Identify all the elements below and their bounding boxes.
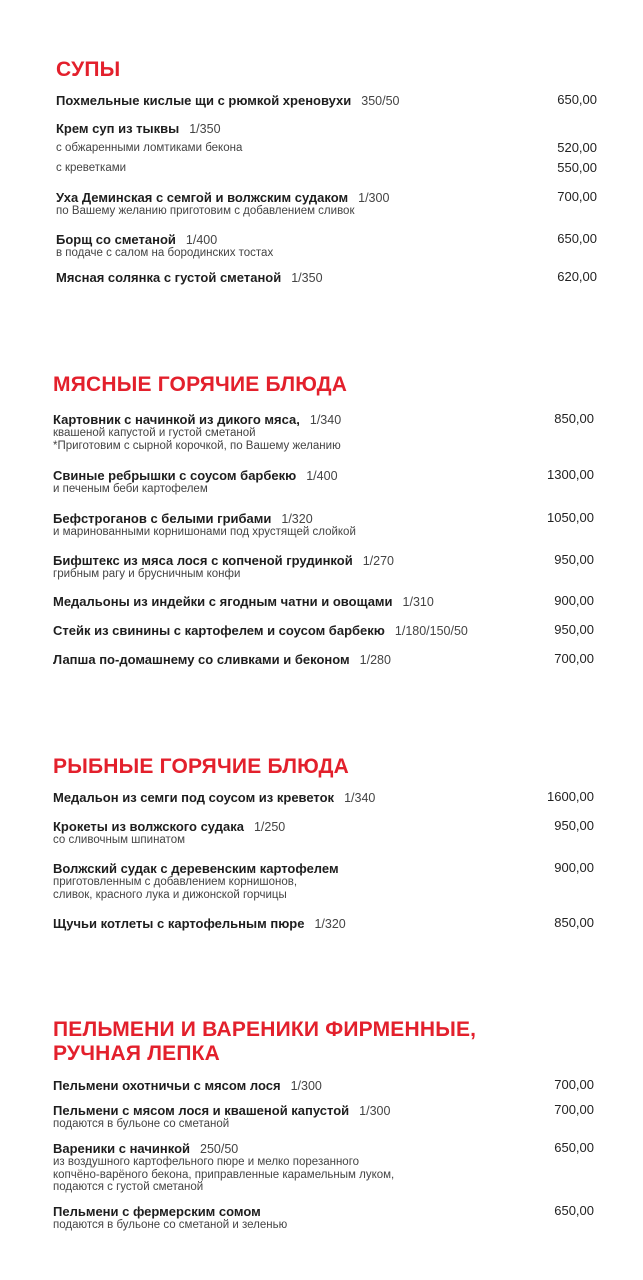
dish-portion: 1/300 [358,191,390,205]
dish-name: Бефстроганов с белыми грибами [53,511,272,526]
dish-portion: 1/400 [185,233,218,247]
dish-portion: 1/340 [309,413,342,427]
dish-price: 950,00 [554,818,594,833]
dish-portion: 1/280 [359,653,391,667]
dish-price: 650,00 [557,92,597,107]
dish-portion: 1/320 [314,917,346,931]
dish-portion: 1/350 [291,271,323,285]
section-title: МЯСНЫЕ ГОРЯЧИЕ БЛЮДА [53,373,348,396]
dish-option: с креветками [56,162,127,174]
dish-description: подаются в бульоне со сметаной и зеленью [53,1219,288,1231]
section-title: РЫБНЫЕ ГОРЯЧИЕ БЛЮДА [53,755,350,778]
dish-name: Уха Деминская с семгой и волжским судаком [56,190,349,205]
dish-portion: 250/50 [200,1142,239,1156]
dish-description: по Вашему желанию приготовим с добавлением сливок [56,205,355,217]
section-fish [53,755,643,779]
dish-portion: 1/310 [402,595,434,609]
dish-name: Свиные ребрышки с соусом барбекю [53,468,297,483]
menu-item [53,510,643,539]
dish-name: Пельмени с фермерским сомом [53,1204,261,1219]
dish-name: Крем суп из тыквы [56,121,180,136]
section-title: СУПЫ [56,58,121,81]
dish-name: Волжский судак с деревенским картофелем [53,861,339,876]
menu-item [53,1077,643,1093]
dish-name: Лапша по-домашнему со сливками и беконом [53,652,350,667]
dish-price: 620,00 [557,269,597,284]
menu-item [53,593,643,609]
dish-portion: 350/50 [361,94,400,108]
menu-item [53,467,643,496]
dish-price: 1600,00 [547,789,594,804]
dish-description: грибным рагу и брусничным конфи [53,568,241,580]
dish-portion: 1/300 [359,1104,391,1118]
dish-price: 950,00 [554,552,594,567]
dish-description: копчёно-варёного бекона, приправленные карамельным луком, [53,1168,395,1181]
menu-item [53,651,643,667]
dish-price: 700,00 [557,189,597,204]
dish-price: 700,00 [554,651,594,666]
menu-item [56,92,643,108]
dish-description: квашеной капустой и густой сметаной [53,427,256,439]
menu-item [53,552,643,581]
menu-item [53,622,643,638]
dish-description: приготовленным с добавлением корнишонов, [53,876,298,888]
dish-portion: 1/350 [189,122,221,136]
menu-item [53,818,643,847]
menu-item [56,120,643,178]
dish-portion: 1/250 [253,820,286,834]
dish-name: Картовник с начинкой из дикого мяса, [53,412,300,427]
dish-price: 1300,00 [547,467,594,482]
menu-item [53,1140,643,1194]
dish-portion: 1/270 [362,554,394,568]
menu-item [53,860,643,901]
dish-description: из воздушного картофельного пюре и мелко порезанного [53,1156,360,1168]
dish-name: Пельмени с мясом лося и квашеной капустой [53,1103,350,1118]
menu-item [56,231,643,260]
dish-description: подаются с густой сметаной [53,1181,204,1193]
dish-price: 950,00 [554,622,594,637]
dish-name: Медальон из семги под соусом из креветок [53,790,335,805]
dish-price: 700,00 [554,1102,594,1117]
dish-portion: 1/180/150/50 [394,624,468,638]
menu-item [56,269,643,285]
dish-description: в подаче с салом на бородинских тостах [56,247,274,259]
dish-price: 850,00 [554,411,594,426]
dish-name: Стейк из свинины с картофелем и соусом барбекю [53,623,385,638]
dish-description: со сливочным шпинатом [53,834,185,846]
dish-description: сливок, красного лука и дижонской горчицы [53,888,287,901]
dish-name: Пельмени охотничьи с мясом лося [53,1078,281,1093]
dish-price: 900,00 [554,593,594,608]
menu-item [53,411,643,452]
dish-price: 700,00 [554,1077,594,1092]
dish-option: с обжаренными ломтиками бекона [56,142,243,154]
dish-description: и маринованными корнишонами под хрустящей слойкой [53,526,356,538]
dish-portion: 1/300 [290,1079,322,1093]
dish-price: 650,00 [554,1203,594,1218]
dish-price: 650,00 [554,1140,594,1155]
dish-description: и печеным беби картофелем [53,483,208,495]
dish-name: Борщ со сметаной [56,232,176,247]
dish-description: *Приготовим с сырной корочкой, по Вашему желанию [53,439,341,452]
dish-portion: 1/320 [281,512,313,526]
menu-item [53,1102,643,1131]
section-meat [53,373,643,397]
dish-price: 650,00 [557,231,597,246]
section-title: ПЕЛЬМЕНИ И ВАРЕНИКИ ФИРМЕННЫЕ, [53,1018,477,1041]
dish-portion: 1/340 [344,791,376,805]
dish-description: подаются в бульоне со сметаной [53,1118,230,1130]
dish-name: Щучьи котлеты с картофельным пюре [53,916,305,931]
section-dumplings [53,1018,643,1066]
menu-item [53,789,643,805]
menu-item [53,915,643,931]
dish-name: Похмельные кислые щи с рюмкой хреновухи [56,93,352,108]
dish-name: Мясная солянка с густой сметаной [56,270,282,285]
dish-price: 550,00 [557,160,597,175]
dish-price: 520,00 [557,140,597,155]
dish-name: Медальоны из индейки с ягодным чатни и овощами [53,594,393,609]
menu-item [56,189,643,218]
dish-price: 850,00 [554,915,594,930]
section-title-line2: РУЧНАЯ ЛЕПКА [53,1042,221,1065]
dish-price: 900,00 [554,860,594,875]
dish-name: Вареники с начинкой [53,1141,191,1156]
dish-name: Бифштекс из мяса лося с копченой грудинкой [53,553,353,568]
dish-price: 1050,00 [547,510,594,525]
menu-item [53,1203,643,1232]
section-soups [56,58,643,82]
dish-portion: 1/400 [306,469,338,483]
dish-name: Крокеты из волжского судака [53,819,244,834]
